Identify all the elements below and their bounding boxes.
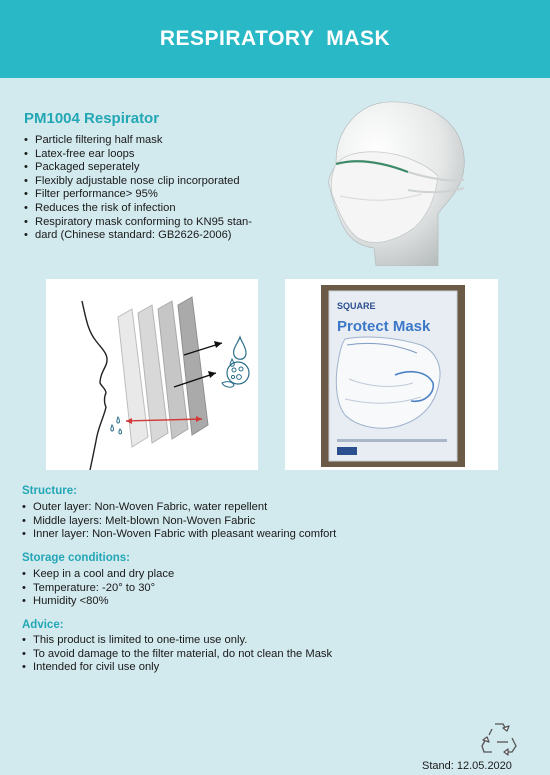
list-item: • Middle layers: Melt-blown Non-Woven Fabric [22,515,502,529]
list-item: • Reduces the risk of infection [24,202,304,216]
advice-list [22,634,502,675]
list-item: • This product is limited to one-time use only. [22,634,502,648]
list-item: • Temperature: -20° to 30° [22,582,502,596]
list-item: • To avoid damage to the filter material, do not clean the Mask [22,648,502,662]
package-brand: SQUARE [337,301,376,311]
list-item: • Intended for civil use only [22,661,502,675]
mannequin-head-image [318,98,478,266]
list-item: • Flexibly adjustable nose clip incorporated [24,175,304,189]
recycle-icon [480,720,518,756]
page-title: RESPIRATORY MASK [159,27,391,50]
continuation-text: dard (Chinese standard: GB2626-2006) [35,229,232,242]
list-item: • Outer layer: Non-Woven Fabric, water repellent [22,501,502,515]
list-item: • Latex-free ear loops [24,148,304,162]
list-item: • Packaged seperately [24,161,304,175]
list-item: • Particle filtering half mask [24,134,304,148]
package-product-name: Protect Mask [337,318,431,335]
feature-list [24,134,304,243]
header-banner [0,0,550,78]
package-photo-graphic [285,279,498,470]
list-item: • Filter performance> 95% [24,188,304,202]
storage-heading: Storage conditions: [22,552,130,564]
product-title: PM1004 Respirator [24,110,160,127]
list-item-continuation [24,229,304,243]
storage-list [22,568,502,609]
packaged-mask-photo [285,279,498,470]
structure-heading: Structure: [22,485,77,497]
structure-list [22,501,502,542]
list-item: • Inner layer: Non-Woven Fabric with pleasant wearing comfort [22,528,502,542]
list-item: • Respiratory mask conforming to KN95 stan- [24,216,304,230]
advice-heading: Advice: [22,619,64,631]
stand-date: Stand: 12.05.2020 [422,760,512,772]
filter-diagram-graphic [46,279,258,470]
list-item: • Keep in a cool and dry place [22,568,502,582]
list-item: • Humidity <80% [22,595,502,609]
filter-layer-diagram [46,279,258,470]
